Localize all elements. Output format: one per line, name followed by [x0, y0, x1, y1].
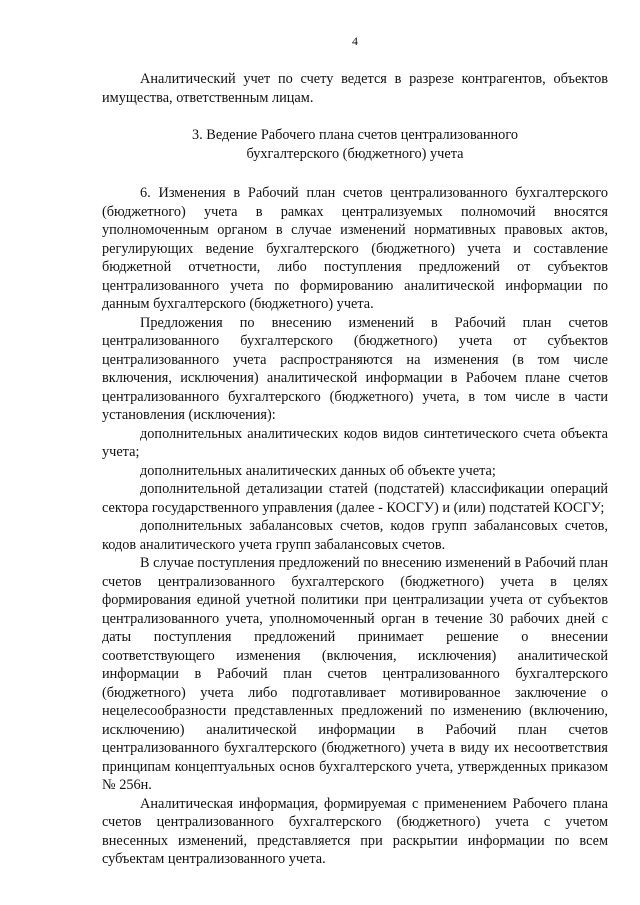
list-item-off-balance: дополнительных забалансовых счетов, кодов групп забалансовых счетов, кодов аналитического учета групп забалансовых счетов. — [102, 518, 608, 553]
document-page — [102, 34, 608, 869]
section-title — [102, 126, 608, 163]
list-item-kosgu-detail: дополнительной детализации статей (подстатей) классификации операций сектора государственного управления (далее - КОСГУ) и (или) подстатей КОСГУ; — [102, 481, 608, 516]
list-item-analytic-codes: дополнительных аналитических кодов видов синтетического счета объекта учета; — [102, 425, 608, 460]
intro-paragraph: Аналитический учет по счету ведется в разрезе контрагентов, объектов имущества, ответственным лицам. — [102, 71, 608, 106]
paragraph-item-6: 6. Изменения в Рабочий план счетов централизованного бухгалтерского (бюджетного) учета в рамках централизуемых полномочий вносятся уполномоченным органом в случае изменений нормативных правовых актов, регулирующих ведение бухгалтерского (бюджетного) учета и составление бюджетной отчетности, либо поступления предложений от субъектов централизованного учета по формированию аналитической информации по данным бухгалтерского (бюджетного) учета. — [102, 185, 608, 312]
paragraph-proposal-handling: В случае поступления предложений по внесению изменений в Рабочий план счетов централизованного бухгалтерского (бюджетного) учета в целях формирования единой учетной политики при централизации учета от субъектов централизованного учета, уполномоченный орган в течение 30 рабочих дней с даты поступления предложений принимает решение о внесении соответствующего изменения (включения, исключения) аналитической информации в Рабочий план счетов централизованного бухгалтерского (бюджетного) учета либо подготавливает мотивированное заключение о нецелесообразности представленных предложений по изменению (включению, исключению) аналитической информации в Рабочий план счетов централизованного бухгалтерского (бюджетного) учета в виду их несоответствия принципам концептуальных основ бухгалтерского учета, утвержденных приказом № 256н. — [102, 555, 608, 793]
list-item-analytic-data: дополнительных аналитических данных об объекте учета; — [140, 462, 496, 479]
paragraph-proposals: Предложения по внесению изменений в Рабочий план счетов централизованного бухгалтерского (бюджетного) учета от субъектов централизованного учета распространяются на изменения (в том числе включения, исключения) аналитической информации в Рабочем плане счетов централизованного бухгалтерского (бюджетного) учета, в том числе в части установления (исключения): — [102, 314, 608, 423]
section-title-line-2: бухгалтерского (бюджетного) учета — [246, 145, 464, 162]
section-title-line-1: 3. Ведение Рабочего плана счетов централизованного — [192, 127, 518, 143]
page-number: 4 — [352, 34, 358, 48]
paragraph-analytic-info: Аналитическая информация, формируемая с применением Рабочего плана счетов централизованного бухгалтерского (бюджетного) учета с учетом внесенных изменений, представляется при раскрытии информации по всем субъектам централизованного учета. — [102, 795, 608, 867]
